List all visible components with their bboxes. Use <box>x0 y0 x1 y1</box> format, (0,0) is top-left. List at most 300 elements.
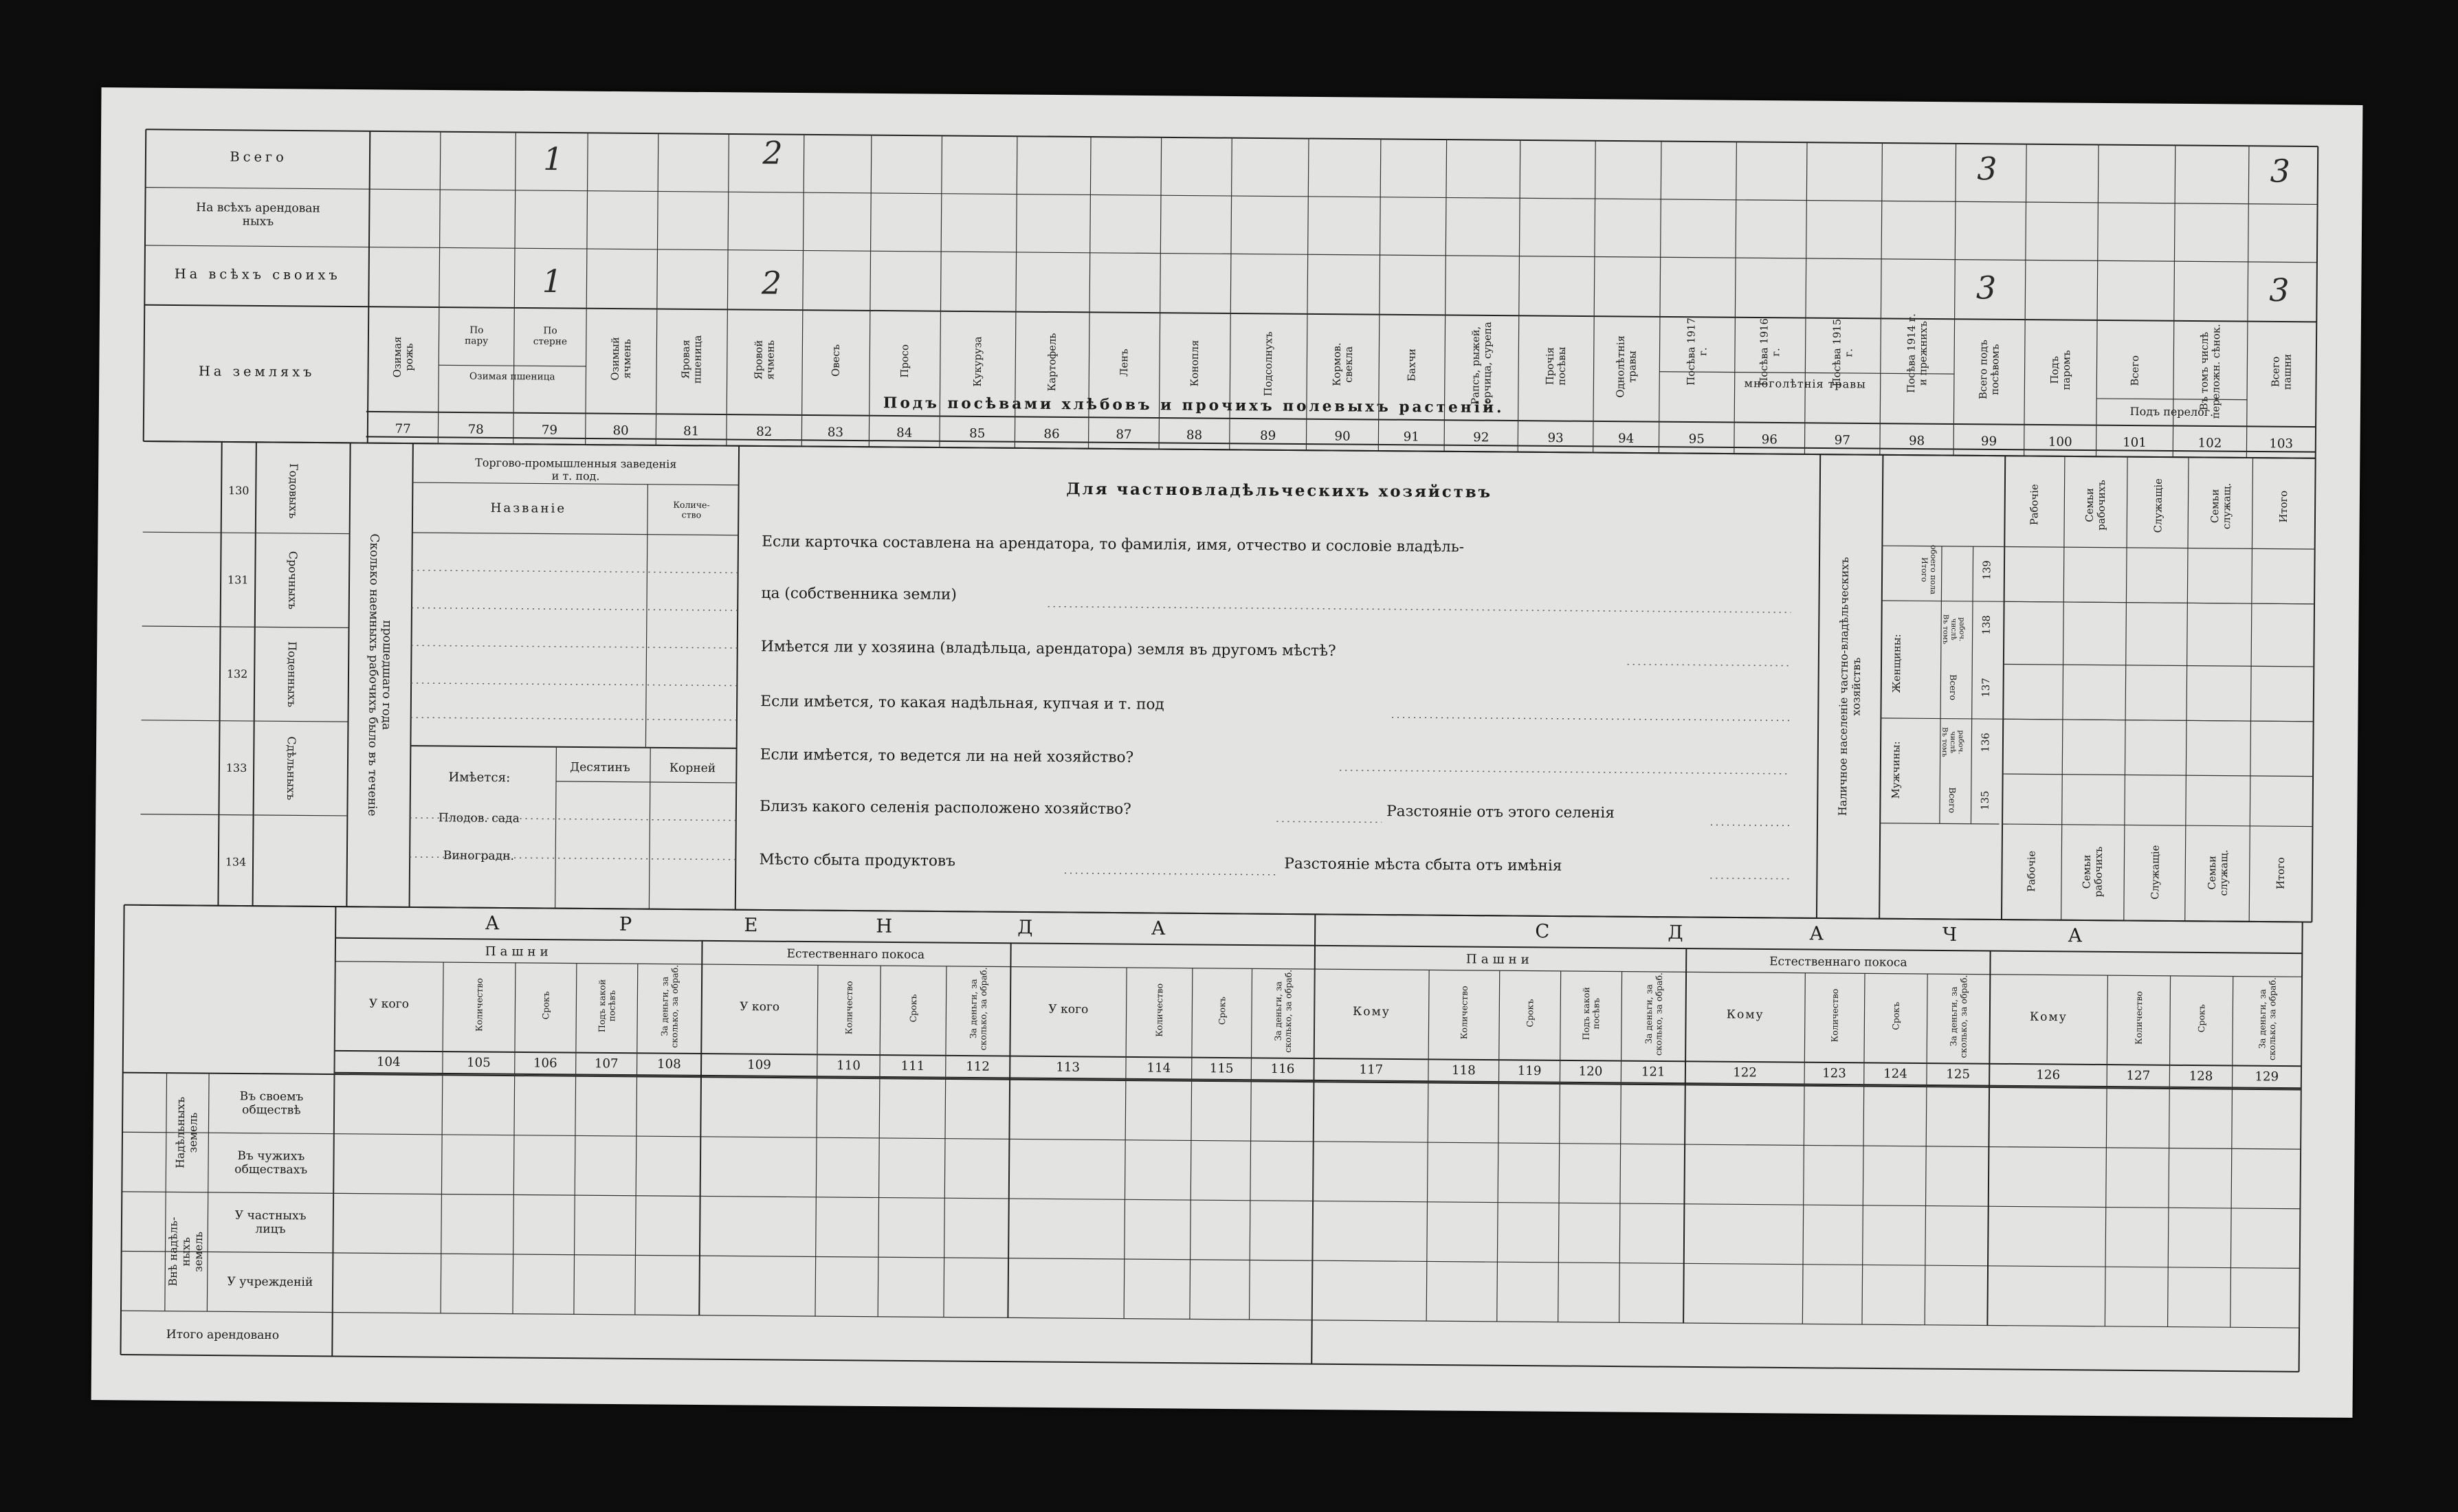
rule-line <box>120 905 124 1355</box>
column-header: Количество <box>1153 983 1165 1037</box>
column-header: За деньги, за <box>1272 981 1284 1041</box>
rule-line <box>122 1252 2300 1269</box>
rule-line <box>656 133 658 445</box>
column-header: посѣвъ <box>606 990 617 1022</box>
table-caption: Подъ посѣвами хлѣбовъ и прочихъ полевыхъ растенiй. <box>883 394 1505 417</box>
rule-line <box>1276 821 1382 822</box>
rule-line <box>2249 458 2252 922</box>
row-label: обществѣ <box>242 1103 301 1118</box>
column-number: 115 <box>1209 1061 1234 1076</box>
rule-line <box>2185 457 2189 921</box>
row-label: Въ чужихъ <box>237 1149 305 1164</box>
question-line: Мѣсто сбыта продуктовъ <box>759 851 956 870</box>
column-header: Овесъ <box>830 344 842 377</box>
group-label: Естественнаго покоса <box>1769 955 1907 970</box>
rule-line <box>412 482 738 485</box>
question-line: Если имѣется, то какая надѣльная, купчая и т. под <box>760 693 1164 713</box>
rule-line <box>878 966 881 1317</box>
column-header: Кому <box>1352 1005 1391 1019</box>
column-header: По <box>543 325 557 337</box>
column-number: 138 <box>1980 615 1993 635</box>
column-number: 109 <box>747 1057 771 1073</box>
rule-line <box>1593 141 1596 453</box>
column-number: 128 <box>2189 1069 2213 1084</box>
rule-line <box>1628 665 1791 666</box>
column-header: Итого <box>2274 857 2288 890</box>
rule-line <box>335 938 2302 953</box>
trade-row-label: Виноградн. <box>443 849 515 863</box>
group-label: Подъ перелог. <box>2129 405 2214 419</box>
column-header: обоего пола <box>1928 544 1939 595</box>
column-header: Прочiя <box>1544 346 1557 386</box>
column-number: 90 <box>1334 429 1351 444</box>
rule-line <box>1971 546 1973 824</box>
heading-letter: Н <box>876 915 893 937</box>
rule-line <box>411 718 737 720</box>
column-number: 110 <box>836 1058 861 1074</box>
column-header: Подъ <box>2048 356 2061 384</box>
worker-label: Годовыхъ <box>287 463 300 519</box>
column-number: 82 <box>756 424 773 440</box>
rule-line <box>2004 664 2314 667</box>
rule-line <box>586 133 588 445</box>
column-header: Количество <box>474 978 485 1032</box>
column-header: ячмень <box>621 339 634 379</box>
group-label: Озимая пшеница <box>469 370 555 383</box>
column-header: посѣвы <box>1555 346 1569 386</box>
row-group: ныхъ <box>179 1236 192 1267</box>
column-header: Срокъ <box>1525 999 1536 1027</box>
rule-line <box>412 645 738 648</box>
rule-line <box>1734 142 1737 454</box>
row-label: У учрежденiй <box>227 1275 313 1290</box>
rule-line <box>253 442 256 906</box>
column-header: Всего <box>1948 674 1959 701</box>
rule-line <box>142 626 349 627</box>
row-group: Надѣльныхъ <box>173 1096 188 1169</box>
column-header: Срокъ <box>540 991 551 1020</box>
row-group: земель <box>186 1112 200 1153</box>
column-header: сколько, за обраб. <box>669 964 680 1048</box>
column-header: За деньги, за <box>1948 986 1959 1047</box>
column-header: Всего <box>2270 356 2282 388</box>
rule-line <box>2246 146 2249 458</box>
column-header: Конопля <box>1188 340 1202 387</box>
column-number: 118 <box>1451 1063 1476 1078</box>
column-number: 79 <box>541 423 558 438</box>
column-header: За деньги, за <box>2257 989 2268 1049</box>
column-header: пару <box>465 335 489 347</box>
rule-line <box>124 905 2303 922</box>
column-number: 135 <box>1979 790 1991 810</box>
column-header: Служащiе <box>2152 478 2164 533</box>
row-label: Въ своемъ <box>239 1089 304 1104</box>
trade-title: и т. под. <box>551 469 600 483</box>
column-number: 80 <box>612 423 629 438</box>
column-header: горчица, сурепа <box>1481 322 1494 410</box>
rule-line <box>1987 951 1990 1326</box>
row-number: 130 <box>228 484 250 498</box>
column-number: 100 <box>2048 434 2072 449</box>
rule-line <box>1619 972 1622 1323</box>
column-header: посѣвомъ <box>1989 344 2002 395</box>
column-header: Посѣва 1917 <box>1685 318 1698 386</box>
rule-line <box>735 446 739 910</box>
column-header: Количество <box>843 981 854 1035</box>
rule-line <box>2105 975 2107 1326</box>
rule-line <box>410 746 736 748</box>
rule-line <box>2002 456 2005 920</box>
column-header: Посѣва 1914 г. <box>1905 313 1918 393</box>
rule-line <box>2024 144 2027 456</box>
rule-line <box>143 532 350 533</box>
rule-line <box>1190 968 1193 1320</box>
column-number: 124 <box>1883 1066 1907 1082</box>
column-header: Въ томъ числѣ <box>2198 332 2211 411</box>
group-label: Женщины: <box>1891 634 1903 693</box>
column-number: 137 <box>1980 678 1993 698</box>
column-header: Озимый <box>609 337 622 381</box>
form-grid <box>91 87 2363 1418</box>
has-label: Имѣется: <box>448 770 511 786</box>
handwritten-mark: 1 <box>542 263 563 300</box>
population-title: Наличное населенiе частно-владѣльческихъ <box>1836 557 1851 816</box>
column-header: Кому <box>2029 1010 2068 1025</box>
rule-line <box>2230 977 2233 1328</box>
rule-line <box>1250 968 1252 1320</box>
column-header: ячмень <box>764 340 777 380</box>
rule-line <box>727 134 729 446</box>
rule-line <box>1710 878 1789 879</box>
column-header: Въ томъ <box>1940 726 1949 757</box>
column-number: 96 <box>1761 432 1778 447</box>
row-number: 134 <box>225 855 247 869</box>
handwritten-mark: 3 <box>2269 271 2290 309</box>
column-header: сколько, за обраб. <box>2266 977 2278 1061</box>
column-number: 101 <box>2123 435 2147 450</box>
column-header: переложн. сѣнок. <box>2210 324 2223 419</box>
column-number: 89 <box>1260 428 1276 443</box>
column-number: 88 <box>1186 427 1203 443</box>
column-header: У кого <box>1048 1002 1089 1017</box>
rule-line <box>144 129 146 441</box>
column-number: 105 <box>466 1055 491 1071</box>
rule-line <box>1392 718 1790 721</box>
column-header: Итого <box>2277 490 2290 523</box>
column-number: 125 <box>1946 1067 1971 1082</box>
rule-line <box>1817 454 1820 918</box>
rule-line <box>1312 969 1315 1320</box>
group-label: Мужчины: <box>1890 741 1903 799</box>
rule-line <box>218 442 221 906</box>
rule-line <box>1802 973 1805 1324</box>
worker-label: Срочныхъ <box>286 551 300 610</box>
row-label: Всего <box>230 148 287 166</box>
column-header: Кукуруза <box>971 336 984 387</box>
group-label: многолѣтнiя травы <box>1744 377 1866 391</box>
column-header: Количество <box>1459 986 1470 1040</box>
column-header: Количество <box>1829 988 1840 1043</box>
section-title: Для частновладѣльческихъ хозяйствъ <box>1066 480 1493 502</box>
rule-line <box>645 485 647 748</box>
column-number: 127 <box>2126 1068 2151 1084</box>
column-header: служащ. <box>2217 849 2230 896</box>
column-header: Просо <box>898 344 911 378</box>
rule-line <box>122 1132 2301 1149</box>
column-header: сколько, за обраб. <box>1958 975 1969 1058</box>
row-number: 131 <box>227 573 249 587</box>
rule-line <box>555 747 557 909</box>
column-header: пашни <box>2281 353 2294 390</box>
row-label: На земляхъ <box>198 363 315 380</box>
question-text: прошедшаго года <box>379 620 395 731</box>
column-number: 114 <box>1147 1060 1171 1076</box>
row-group: Внѣ надѣль- <box>166 1216 180 1287</box>
column-header: За деньги, за <box>659 976 670 1036</box>
rule-line <box>1862 973 1865 1324</box>
group-label: Пашни <box>1465 952 1534 968</box>
rule-line <box>140 814 347 816</box>
question-line: Разстоянiе мѣста сбыта отъ имѣнiя <box>1284 855 1562 875</box>
column-header: Срокъ <box>1890 1001 1901 1030</box>
column-header: Названiе <box>490 500 567 516</box>
column-header: Срокъ <box>907 994 919 1023</box>
column-number: 116 <box>1270 1061 1295 1077</box>
rule-line <box>412 570 738 573</box>
heading-letter: А <box>485 913 500 935</box>
rule-line <box>1558 971 1561 1322</box>
group-label: Естественнаго покоса <box>786 947 925 962</box>
column-header: ство <box>681 509 702 520</box>
column-header: Семьи <box>2209 489 2222 524</box>
column-number: 139 <box>1981 560 1993 580</box>
rule-line <box>1683 948 1686 1323</box>
column-header: Семьи <box>2081 854 2093 889</box>
rule-line <box>2061 456 2065 920</box>
rule-line <box>2124 457 2127 921</box>
column-header: Кому <box>1726 1008 1764 1022</box>
rule-line <box>574 964 577 1315</box>
rule-line <box>815 965 818 1316</box>
column-header: За деньги, за <box>1643 983 1654 1044</box>
heading-letter: Ч <box>1942 924 1958 946</box>
column-number: 99 <box>1980 434 1997 449</box>
column-header: Бахчи <box>1406 348 1418 381</box>
heading-letter: А <box>1151 918 1166 940</box>
rule-line <box>1124 968 1127 1319</box>
column-number: 117 <box>1359 1062 1384 1078</box>
rule-line <box>1048 607 1791 612</box>
handwritten-mark: 2 <box>762 135 783 172</box>
rule-line <box>1880 143 1883 455</box>
row-label: лицъ <box>255 1222 286 1236</box>
row-group: земель <box>191 1231 206 1272</box>
rule-line <box>2003 719 2313 722</box>
column-header: Десятинъ <box>570 760 630 775</box>
column-header: Картофель <box>1046 333 1059 392</box>
heading-letter: Д <box>1668 922 1683 944</box>
rule-line <box>944 966 946 1318</box>
column-header: Служащiе <box>2149 845 2162 900</box>
column-header: г. <box>1697 347 1709 356</box>
handwritten-mark: 1 <box>543 141 564 178</box>
column-header: Семьи <box>2206 855 2219 890</box>
column-header: рабоч. <box>1956 730 1965 755</box>
rule-line <box>1940 546 1942 824</box>
rule-line <box>335 1073 2301 1088</box>
column-number: 104 <box>376 1054 401 1070</box>
column-header: Количество <box>2133 991 2145 1045</box>
column-number: 121 <box>1641 1065 1665 1080</box>
column-header: рожь <box>403 343 416 371</box>
rule-line <box>2316 146 2318 458</box>
column-number: 126 <box>2036 1067 2061 1082</box>
column-number: 129 <box>2255 1069 2279 1085</box>
question-line: ца (собственника земли) <box>761 584 957 604</box>
rule-line <box>1882 546 2314 549</box>
column-number: 108 <box>656 1056 681 1072</box>
rule-line <box>335 961 2302 977</box>
rule-line <box>1426 970 1429 1321</box>
population-title: хозяйствъ <box>1849 657 1863 716</box>
column-number: 84 <box>896 425 913 441</box>
column-header: г. <box>1843 348 1855 357</box>
rule-line <box>142 720 348 722</box>
heading-letter: А <box>1809 923 1824 945</box>
column-number: 95 <box>1688 432 1705 447</box>
rule-line <box>1008 943 1010 1318</box>
question-text: Сколько наемныхъ рабочихъ было въ теченiе <box>365 533 381 816</box>
column-header: стерне <box>533 335 568 348</box>
rule-line <box>2312 458 2315 922</box>
column-header: сколько, за обраб. <box>1653 972 1665 1056</box>
rule-line <box>441 962 443 1313</box>
question-line: Если имѣется, то ведется ли на ней хозяйство? <box>760 746 1134 766</box>
rule-line <box>513 963 516 1314</box>
column-header: г. <box>1770 348 1782 357</box>
column-number: 91 <box>1403 430 1420 445</box>
column-header: Посѣва 1916 <box>1758 318 1771 386</box>
column-number: 86 <box>1043 427 1060 442</box>
column-header: пшеница <box>691 335 704 384</box>
column-header: Въ томъ <box>1941 614 1950 645</box>
worker-label: Поденныхъ <box>285 641 299 708</box>
column-header: рабочихъ <box>2092 846 2105 898</box>
column-number: 113 <box>1056 1060 1081 1075</box>
column-number: 98 <box>1908 434 1925 449</box>
question-line: Разстоянiе отъ этого селенiя <box>1386 803 1615 822</box>
heading-letter: Р <box>619 913 632 935</box>
row-label: Итого арендовано <box>166 1327 280 1343</box>
column-header: травы <box>1626 351 1639 383</box>
row-label: У частныхъ <box>234 1208 307 1223</box>
heading-letter: А <box>2068 925 2083 947</box>
column-number: 102 <box>2197 436 2222 451</box>
column-header: Подсолнухъ <box>1262 331 1275 397</box>
rule-line <box>1065 873 1276 874</box>
question-line: Имѣется ли у хозяина (владѣльца, арендатора) земля въ другомъ мѣстѣ? <box>760 638 1336 660</box>
rule-line <box>635 964 638 1315</box>
row-number: 132 <box>226 667 248 681</box>
row-label: обществахъ <box>234 1162 308 1177</box>
heading-letter: С <box>1535 921 1550 943</box>
question-line: Близъ какого селенiя расположено хозяйство? <box>760 797 1131 819</box>
column-header: Срокъ <box>2196 1004 2207 1033</box>
rule-line <box>1925 974 1927 1325</box>
rule-line <box>1518 140 1520 452</box>
column-header: Посѣва 1915 <box>1830 318 1844 387</box>
column-header: Яровая <box>680 340 692 379</box>
column-header: Рапсъ, рыжей, <box>1470 326 1483 405</box>
rule-line <box>1659 142 1661 454</box>
column-number: 83 <box>827 425 844 440</box>
handwritten-mark: 3 <box>1975 269 1997 307</box>
rule-line <box>346 443 350 907</box>
rule-line <box>120 1355 2299 1372</box>
group-label: Пашни <box>485 944 553 959</box>
handwritten-mark: 2 <box>761 265 782 302</box>
rule-line <box>410 443 413 907</box>
rule-line <box>368 131 370 443</box>
rule-line <box>1497 970 1500 1322</box>
rule-line <box>122 1192 2300 1209</box>
rule-line <box>412 608 738 610</box>
rule-line <box>412 533 738 535</box>
column-header: У кого <box>368 997 410 1012</box>
handwritten-mark: 3 <box>1977 151 1997 188</box>
column-header: рабоч. <box>1957 617 1967 642</box>
rule-line <box>1953 144 1956 456</box>
column-number: 94 <box>1618 431 1635 446</box>
rule-line <box>699 941 702 1315</box>
row-label: ныхъ <box>242 214 274 229</box>
column-header: сколько, за обраб. <box>977 967 989 1051</box>
column-header: У кого <box>740 1000 780 1014</box>
column-number: 97 <box>1834 433 1850 448</box>
column-header: Количе- <box>673 499 710 511</box>
column-header: сколько, за обраб. <box>1282 969 1294 1053</box>
column-header: паромъ <box>2060 350 2073 390</box>
column-number: 123 <box>1822 1066 1847 1081</box>
rule-line <box>439 365 586 366</box>
rule-line <box>2004 601 2314 604</box>
rule-line <box>2299 977 2302 1328</box>
trade-title: Торгово-промышленныя заведенiя <box>475 456 677 471</box>
column-number: 85 <box>969 426 986 441</box>
column-number: 93 <box>1547 430 1564 446</box>
column-header: свекла <box>1342 346 1355 383</box>
column-header: Кормов. <box>1331 342 1344 386</box>
heading-letter: Е <box>744 915 758 937</box>
rule-line <box>1879 455 1883 919</box>
rule-line <box>513 132 516 444</box>
column-header: Рабочiе <box>2026 850 2038 892</box>
column-number: 81 <box>683 424 700 439</box>
column-header: Всего <box>1947 787 1958 814</box>
column-number: 106 <box>533 1056 557 1071</box>
column-header: По <box>469 324 484 336</box>
column-header: Срокъ <box>1217 997 1228 1025</box>
column-number: 107 <box>594 1056 619 1071</box>
rule-line <box>2002 824 2312 827</box>
handwritten-mark: 3 <box>2270 153 2290 190</box>
rule-line <box>649 748 650 909</box>
column-header: Однолѣтнiя <box>1615 335 1627 398</box>
rule-line <box>333 961 335 1313</box>
column-number: 122 <box>1733 1065 1758 1080</box>
census-card <box>91 87 2363 1418</box>
column-number: 103 <box>2269 436 2294 452</box>
